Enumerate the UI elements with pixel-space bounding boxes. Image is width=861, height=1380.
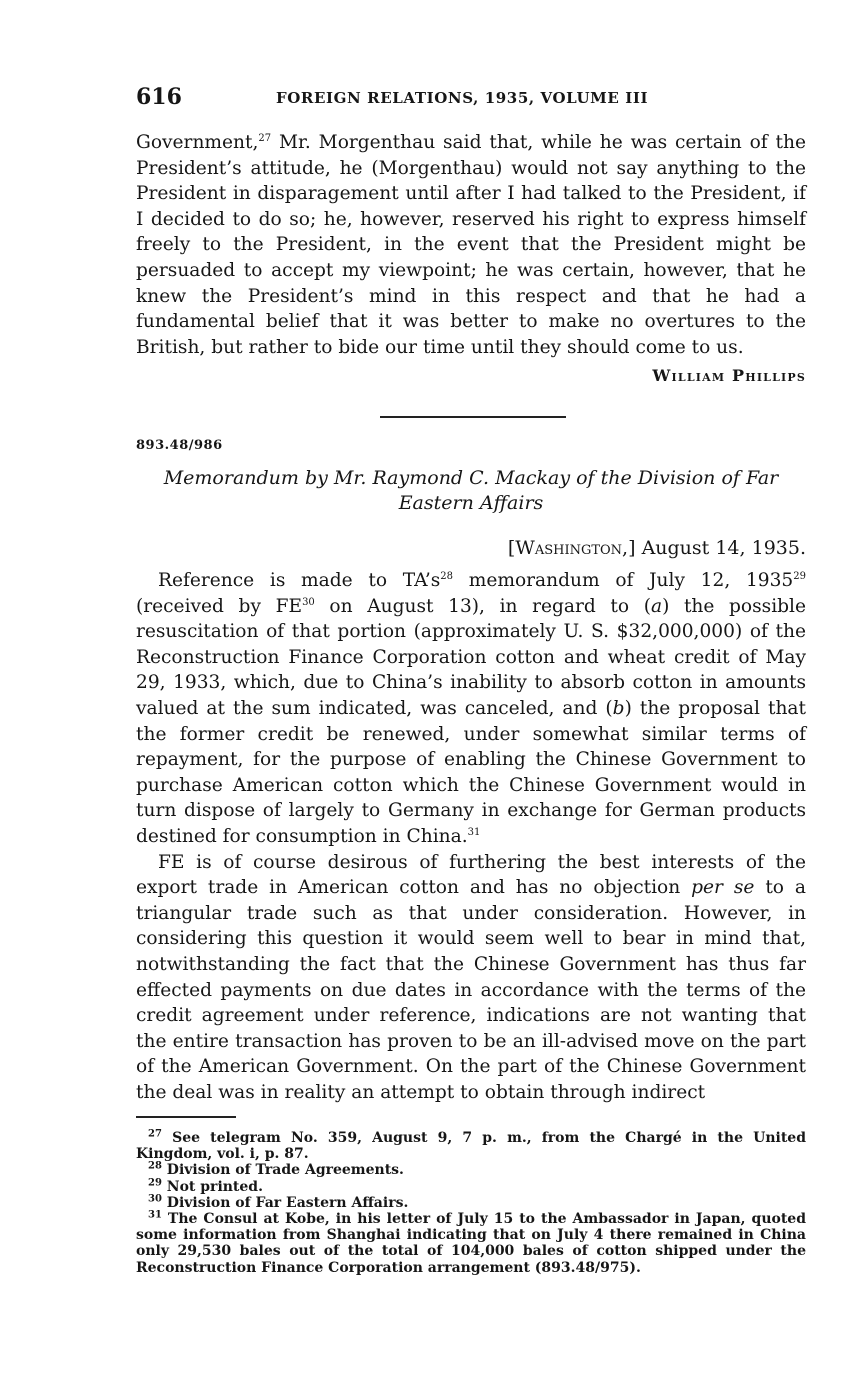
- memo-title: Memorandum by Mr. Raymond C. Mackay of the Division of Far Eastern Affairs: [163, 467, 779, 514]
- memo-body: [136, 568, 806, 1105]
- footnote-text: Division of Trade Agreements.: [166, 1162, 404, 1179]
- p2-italic-phrase: per se: [691, 877, 755, 899]
- p2-text-1: FE is of course desirous of furthering the best interests of the export trade in American cotton and has no objection: [136, 851, 806, 899]
- footnote-ref-27: 27: [258, 132, 272, 144]
- footnote-27: [136, 1130, 806, 1162]
- footnote-28: [136, 1162, 806, 1178]
- footnote-text: Not printed.: [166, 1178, 263, 1195]
- footnote-number: 29: [148, 1176, 162, 1188]
- footnote-number: 30: [148, 1193, 162, 1205]
- section-divider: [380, 416, 566, 418]
- p1-text-6: ) the proposal that the former credit be renewed, under somewhat similar terms of repayment, for the purpose of enabling the Chinese Government to purchase American cotton which the Chinese Government would in turn dispose of largely to Germany in exchange for German products destined for consumption in China.: [136, 697, 806, 847]
- footnote-31: [136, 1211, 806, 1276]
- p1-text-3: (received by FE: [136, 595, 303, 617]
- footnote-divider: [136, 1116, 236, 1118]
- footnote-ref-29: 29: [793, 570, 806, 582]
- memo-paragraph-2: [136, 850, 806, 1106]
- running-head: FOREIGN RELATIONS, 1935, VOLUME III: [276, 89, 649, 107]
- p1-item-b: b: [612, 697, 625, 719]
- p1-text-4: on August 13), in regard to (: [314, 595, 651, 617]
- p1-text-1: Reference is made to TA’s: [158, 570, 441, 591]
- footnote-number: 27: [148, 1128, 162, 1140]
- dateline: [508, 537, 806, 559]
- footnote-ref-31: 31: [467, 826, 481, 838]
- signature: William Phillips: [652, 366, 806, 385]
- footnote-text: See telegram No. 359, August 9, 7 p. m., from the Chargé in the United Kingdom, vol. i, p. 87.: [136, 1130, 806, 1163]
- p2-text-2: to a triangular trade such as that under consideration. However, in considering this question it would seem well to bear in mind that, notwithstanding the fact that the Chinese Government has thus far effected payments on due dates in accordance with the terms of the credit agreement under reference, indications are not wanting that the entire transaction has proven to be an ill-advised move on the part of the American Government. On the part of the Chinese Government the deal was in reality an attempt to obtain through indirect: [136, 877, 806, 1103]
- footnote-number: 31: [148, 1209, 162, 1221]
- dateline-place: [Washington,]: [507, 537, 636, 559]
- continuation-paragraph: [136, 130, 806, 360]
- continuation-text: Mr. Morgenthau said that, while he was certain of the President’s attitude, he (Morgenthau) would not say anything to the President in disparagement until after I had talked to the President, if I decided to do so; he, however, reserved his right to express himself freely to the President, in the event that the President might be persuaded to accept my viewpoint; he was certain, however, that he knew the President’s mind in this respect and that he had a fundamental belief that it was better to make no overtures to the British, but rather to bide our time until they should come to us.: [136, 132, 806, 358]
- page-header: [136, 84, 806, 114]
- footnote-ref-28: 28: [440, 570, 454, 582]
- footnote-29: [136, 1176, 806, 1195]
- footnote-text: The Consul at Kobe, in his letter of July 15 to the Ambassador in Japan, quoted some information from Shanghai indicating that on July 4 there remained in China only 29,530 bales out of the total of 104,000 bales of cotton shipped under the Reconstruction Finance Corporation arrangement (893.48/975).: [136, 1211, 806, 1276]
- footnote-ref-30: 30: [302, 596, 315, 608]
- page-number: 616: [136, 84, 182, 110]
- p1-text-2: memorandum of July 12, 1935: [453, 570, 794, 591]
- footnote-number: 28: [148, 1160, 162, 1172]
- continuation-text-start: Government,: [136, 132, 259, 153]
- memo-paragraph-1: [136, 568, 806, 850]
- footnote-text: Division of Far Eastern Affairs.: [166, 1194, 409, 1211]
- p1-item-a: a: [650, 595, 663, 617]
- file-number: 893.48/986: [136, 438, 223, 453]
- footnotes: [136, 1130, 806, 1276]
- p1-text-5: ) the possible resuscitation of that portion (approximately U. S. $32,000,000) of the Reconstruction Finance Corporation cotton and wheat credit of May 29, 1933, which, due to China’s inability to absorb cotton in amounts valued at the sum indicated, was canceled, and (: [136, 595, 806, 719]
- footnote-30: [136, 1195, 806, 1211]
- dateline-date: August 14, 1935.: [641, 537, 806, 559]
